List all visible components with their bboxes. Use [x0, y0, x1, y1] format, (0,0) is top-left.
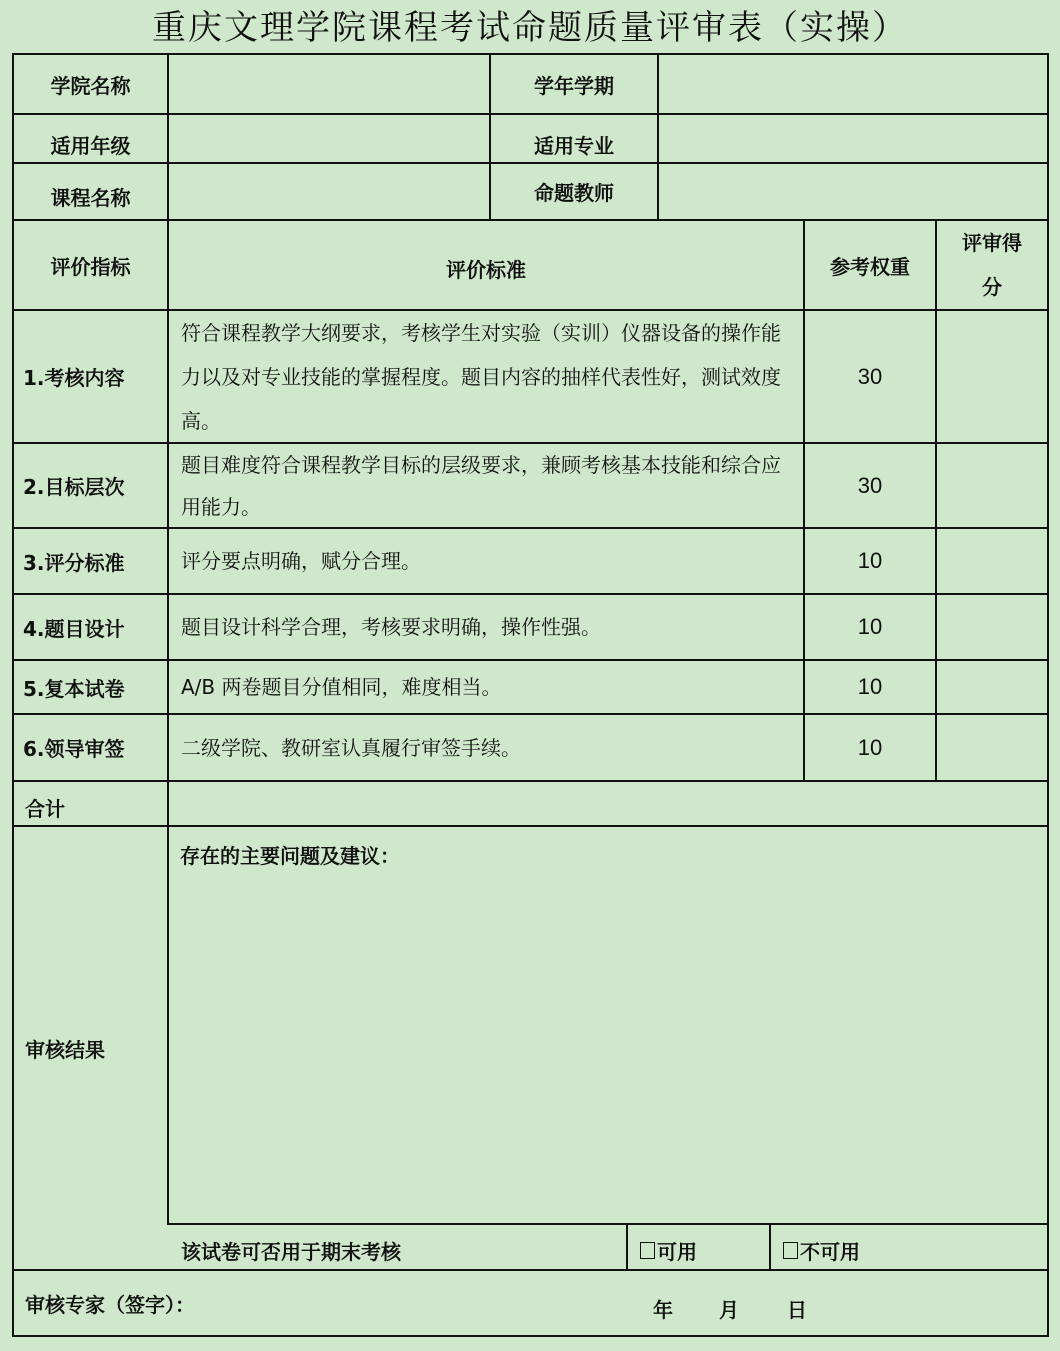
row-standard: 符合课程教学大纲要求，考核学生对实验（实训）仪器设备的操作能力以及对专业技能的掌握程度。题目内容的抽样代表性好，测试效度高。 — [181, 320, 781, 433]
expert-signature-label: 审核专家（签字）： — [25, 1292, 195, 1317]
header-indicator: 评价指标 — [50, 254, 131, 279]
grade-label: 适用年级 — [50, 134, 131, 158]
row-indicator: 4.题目设计 — [23, 616, 125, 641]
row-standard: 评分要点明确，赋分合理。 — [181, 549, 421, 573]
row-indicator: 2.目标层次 — [23, 475, 125, 499]
college-field[interactable] — [169, 55, 489, 113]
option-unusable[interactable] — [771, 1225, 1047, 1269]
course-field[interactable] — [169, 164, 489, 219]
header-score-line2: 分 — [982, 275, 1002, 299]
row-indicator: 1.考核内容 — [23, 366, 125, 390]
date-year-label: 年 — [653, 1298, 673, 1322]
major-label: 适用专业 — [534, 134, 614, 158]
checkbox-unusable[interactable] — [783, 1242, 798, 1259]
teacher-field[interactable] — [659, 164, 1047, 219]
row-weight: 10 — [857, 614, 883, 639]
row-score-field[interactable] — [937, 595, 1047, 659]
college-label: 学院名称 — [50, 73, 131, 98]
checkbox-usable[interactable] — [640, 1242, 655, 1259]
row-weight: 10 — [857, 548, 883, 573]
row-score-field[interactable] — [937, 311, 1047, 442]
problems-label: 存在的主要问题及建议： — [180, 844, 400, 868]
term-field[interactable] — [659, 55, 1047, 113]
row-score-field[interactable] — [937, 715, 1047, 780]
row-standard: 题目设计科学合理，考核要求明确，操作性强。 — [181, 615, 601, 639]
header-score-line1: 评审得 — [962, 231, 1022, 255]
course-label: 课程名称 — [50, 186, 131, 210]
total-label: 合计 — [25, 797, 65, 821]
row-standard: A/B 两卷题目分值相同，难度相当。 — [181, 675, 502, 699]
row-standard: 二级学院、教研室认真履行审签手续。 — [181, 735, 521, 760]
row-weight: 30 — [857, 472, 883, 498]
option-usable-label: 可用 — [657, 1239, 697, 1264]
option-usable[interactable] — [628, 1225, 769, 1269]
expert-signature-field[interactable] — [215, 1284, 615, 1324]
header-weight: 参考权重 — [830, 254, 910, 279]
row-standard: 题目难度符合课程教学目标的层级要求，兼顾考核基本技能和综合应用能力。 — [181, 452, 781, 519]
page-title: 重庆文理学院课程考试命题质量评审表（实操） — [152, 8, 908, 48]
major-field[interactable] — [659, 115, 1047, 162]
row-score-field[interactable] — [937, 529, 1047, 593]
option-unusable-label: 不可用 — [800, 1239, 860, 1264]
term-label: 学年学期 — [534, 73, 614, 98]
row-weight: 10 — [857, 734, 883, 760]
row-weight: 30 — [857, 363, 883, 389]
problems-textarea[interactable] — [169, 870, 1047, 1223]
teacher-label: 命题教师 — [534, 181, 614, 205]
date-day-label: 日 — [787, 1298, 807, 1322]
header-score — [937, 221, 1047, 309]
usable-question: 该试卷可否用于期末考核 — [181, 1239, 401, 1264]
row-score-field[interactable] — [937, 444, 1047, 527]
row-indicator: 6.领导审签 — [23, 737, 125, 761]
row-indicator: 3.评分标准 — [23, 550, 125, 575]
grade-field[interactable] — [169, 115, 489, 162]
review-result-label: 审核结果 — [25, 1037, 105, 1062]
row-weight: 10 — [857, 674, 883, 699]
row-indicator: 5.复本试卷 — [23, 676, 125, 701]
date-month-label: 月 — [719, 1298, 739, 1322]
header-standard: 评价标准 — [446, 257, 526, 282]
total-field[interactable] — [169, 782, 1047, 825]
row-score-field[interactable] — [937, 661, 1047, 713]
